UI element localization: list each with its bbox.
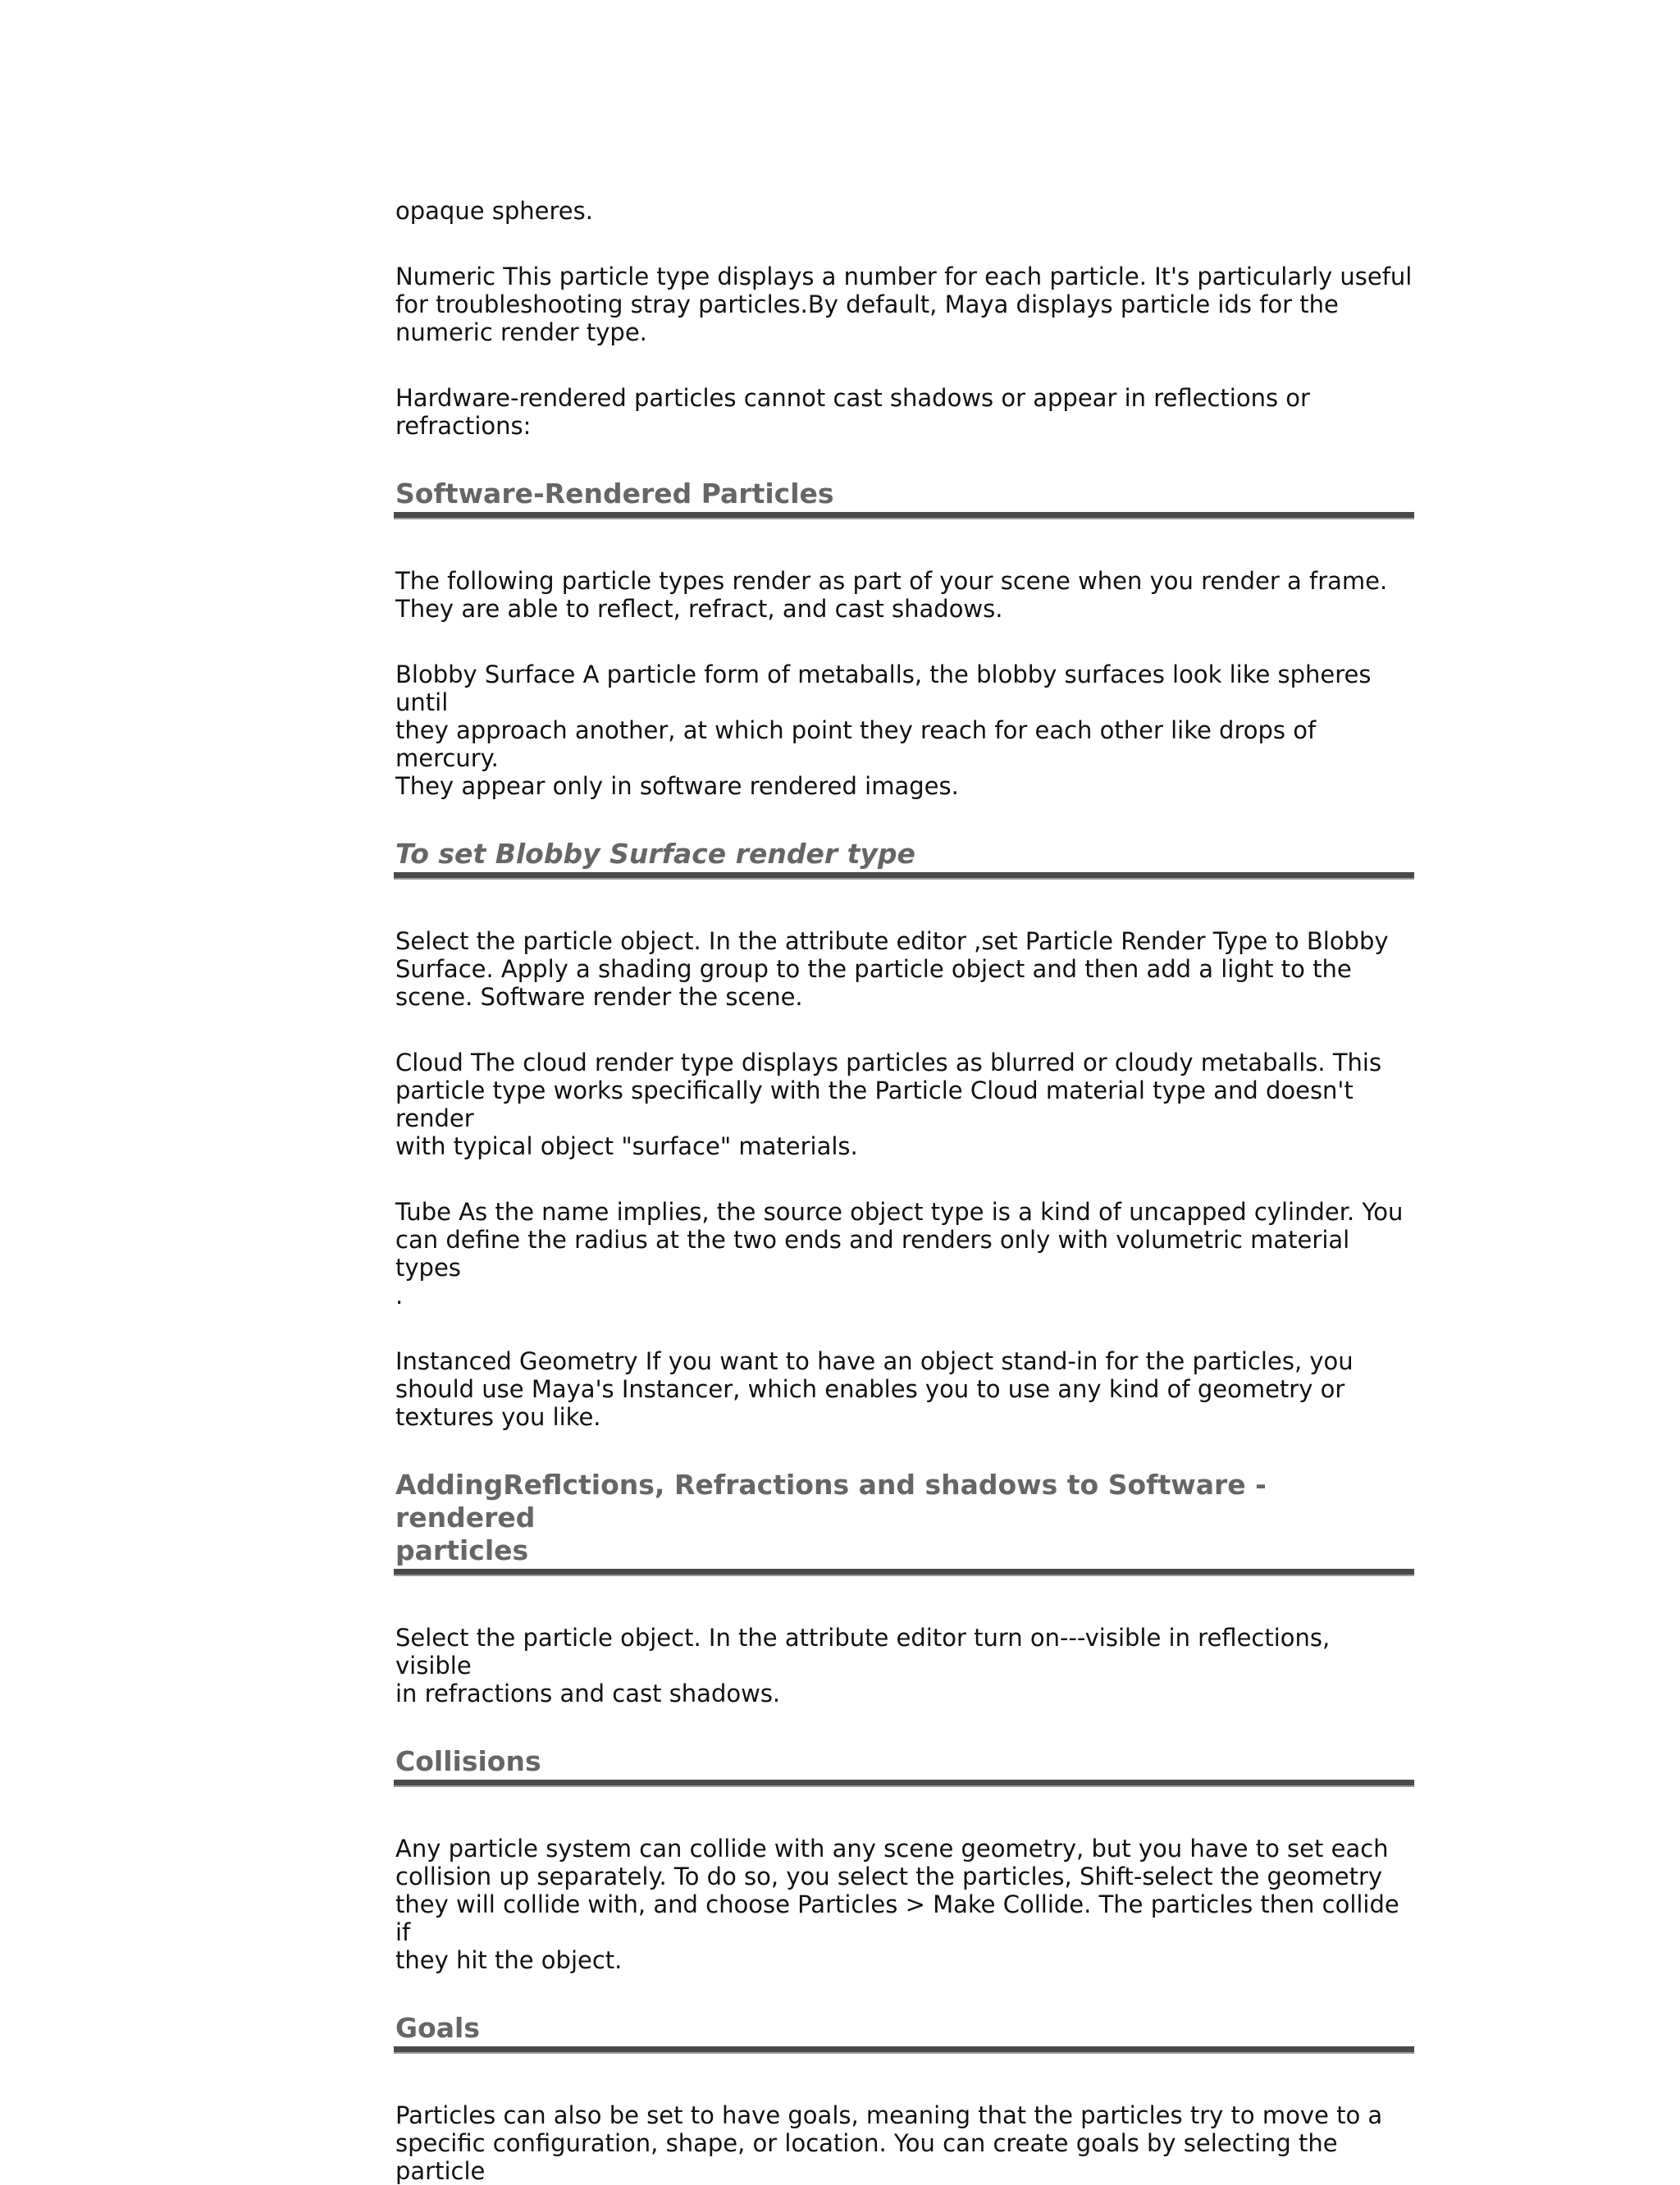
document-page: [395, 197, 1413, 2185]
paragraph-following-types: The following particle types render as part of your scene when you render a frame. They are able to reflect, refract, and cast shadows.: [395, 567, 1388, 623]
heading-rule: [394, 512, 1414, 519]
heading-goals: Goals: [395, 2012, 480, 2044]
heading-rule: [394, 1569, 1414, 1576]
paragraph-tube: Tube As the name implies, the source object type is a kind of uncapped cylinder. You can define the radius at the two ends and renders only with volumetric material types .: [395, 1198, 1404, 1310]
heading-set-blobby-surface: To set Blobby Surface render type: [395, 838, 915, 870]
heading-adding-reflections: AddingReflctions, Refractions and shadows to Software - rendered particles: [395, 1469, 1267, 1566]
paragraph-select-particle-blobby: Select the particle object. In the attribute editor ,set Particle Render Type to Blobby Surface. Apply a shading group to the particle object and then add a light to the scene. Software render the scene.: [395, 927, 1389, 1011]
heading-software-rendered-particles: Software-Rendered Particles: [395, 478, 834, 510]
section-software-rendered-particles: [395, 478, 1413, 519]
paragraph-hardware-rendered: Hardware-rendered particles cannot cast shadows or appear in reflections or refractions:: [395, 384, 1310, 440]
heading-rule: [394, 1780, 1414, 1787]
paragraph-instanced-geometry: Instanced Geometry If you want to have an object stand-in for the particles, you should use Maya's Instancer, which enables you to use any kind of geometry or textures you like.: [395, 1347, 1354, 1431]
heading-rule: [394, 872, 1414, 880]
paragraph-collisions: Any particle system can collide with any scene geometry, but you have to set each collision up separately. To do so, you select the particles, Shift-select the geometry they will collide with, and choose Particles > Make Collide. The particles then collide if they hit the object.: [395, 1835, 1399, 1974]
paragraph-numeric: Numeric This particle type displays a number for each particle. It's particularly useful for troubleshooting stray particles.By default, Maya displays particle ids for the numeric render type.: [395, 263, 1413, 346]
paragraph-select-particle-reflections: Select the particle object. In the attribute editor turn on---visible in reflections, visible in refractions and cast shadows.: [395, 1624, 1331, 1707]
heading-collisions: Collisions: [395, 1745, 541, 1777]
paragraph-cloud: Cloud The cloud render type displays particles as blurred or cloudy metaballs. This particle type works specifically with the Particle Cloud material type and doesn't render with typical object "surface" materials.: [395, 1049, 1382, 1160]
section-goals: [395, 2012, 1413, 2054]
section-adding-reflections: [395, 1469, 1413, 1576]
paragraph-opaque-spheres: opaque spheres.: [395, 197, 593, 225]
paragraph-goals: Particles can also be set to have goals, meaning that the particles try to move to a specific configuration, shape, or location. You can create goals by selecting the particle: [395, 2101, 1383, 2185]
section-set-blobby-surface: [395, 838, 1413, 880]
paragraph-blobby-surface: Blobby Surface A particle form of metaballs, the blobby surfaces look like spheres until they approach another, at which point they reach for each other like drops of mercury. They appear only in software rendered images.: [395, 661, 1372, 800]
section-collisions: [395, 1745, 1413, 1787]
heading-rule: [394, 2046, 1414, 2054]
